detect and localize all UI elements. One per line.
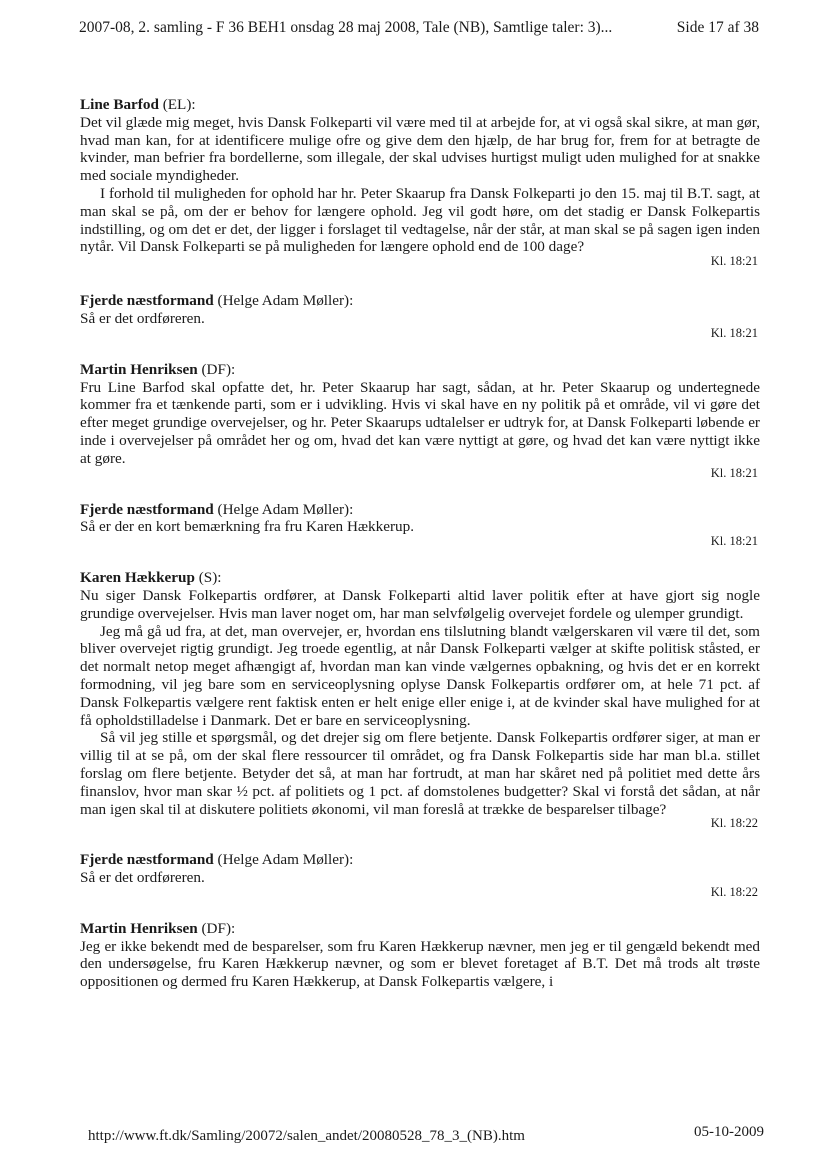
print-date: 05-10-2009 — [694, 1124, 764, 1140]
speaker-name: Martin Henriksen — [80, 919, 198, 937]
speaker-name: Karen Hækkerup — [80, 569, 195, 587]
timestamp: Kl. 18:22 — [710, 884, 758, 899]
speaker-line — [80, 361, 760, 379]
speech-paragraph: Så er der en kort bemærkning fra fru Karen Hækkerup. — [80, 518, 415, 536]
page-number: Side 17 af 38 — [676, 19, 759, 36]
timestamp: Kl. 18:22 — [710, 816, 758, 831]
speech-fjerde-naestformand — [80, 292, 760, 341]
speaker-line — [80, 851, 760, 869]
speaker-party: (DF): — [197, 360, 236, 378]
speaker-party: (Helge Adam Møller): — [213, 500, 354, 518]
speaker-line — [80, 501, 760, 519]
speech-paragraph: Nu siger Dansk Folkepartis ordfører, at Dansk Folkeparti altid laver politik efter at have gjort sig nogle grundige overvejelser. Hvis man laver noget om, har man selvfølgelig overvejet fordele og ulemper grundigt. — [80, 586, 760, 622]
speech-paragraph: Så er det ordføreren. — [80, 869, 205, 887]
document-title: 2007-08, 2. samling - F 36 BEH1 onsdag 28 maj 2008, Tale (NB), Samtlige taler: 3)... — [79, 19, 613, 36]
speech-fjerde-naestformand — [80, 501, 760, 550]
speech-paragraph: Det vil glæde mig meget, hvis Dansk Folkeparti vil være med til at arbejde for, at vi også skal sikre, at man gør, hvad man kan, for at identificere mulige ofre og give dem den hjælp, de har brug for, frem for at betragte de kvinder, man befrier fra bordellerne, som illegale, der skal udvises hurtigst muligt uden mulighed for at snakke med sociale myndigheder. — [80, 113, 760, 185]
speech-karen-haekkerup — [80, 569, 760, 831]
timestamp: Kl. 18:21 — [710, 325, 758, 340]
timestamp: Kl. 18:21 — [710, 465, 758, 480]
speech-paragraph: Så vil jeg stille et spørgsmål, og det drejer sig om flere betjente. Dansk Folkepartis ordfører siger, at man er villig til at se på, om der skal flere ressourcer til området, og fra Dansk Folkepartis side har man bl.a. stillet forslag om flere betjente. Betyder det så, at man har fortrudt, at man har skåret ned på politiet med dette års finanslov, hvor man skar ½ pct. af politiets og 1 pct. af domstolenes budgetter? Skal vi forstå det sådan, at når man igen skal til at diskutere politiets økonomi, vil man foreslå at trække de besparelser tilbage? — [80, 729, 760, 818]
page-header — [79, 18, 759, 38]
transcript — [80, 96, 760, 991]
speech-paragraph: Jeg er ikke bekendt med de besparelser, som fru Karen Hækkerup nævner, men jeg er til gengæld bekendt med den undersøgelse, fru Karen Hækkerup nævner, og som er blevet foretaget af B.T. Det må trods alt trøste oppositionen og dermed fru Karen Hækkerup, at Dansk Folkepartis vælgere, i — [80, 937, 760, 991]
speaker-name: Line Barfod — [80, 96, 159, 113]
speaker-name: Martin Henriksen — [80, 360, 198, 378]
page-footer — [88, 1126, 764, 1146]
speaker-line — [80, 920, 760, 938]
speech-martin-henriksen — [80, 920, 760, 991]
timestamp: Kl. 18:21 — [710, 254, 758, 269]
speaker-line — [80, 96, 760, 114]
speaker-party: (DF): — [197, 919, 236, 937]
speech-paragraph: I forhold til muligheden for ophold har hr. Peter Skaarup fra Dansk Folkeparti jo den 15. maj til B.T. sagt, at man skal se på, om der er behov for længere ophold. Jeg vil godt høre, om det stadig er Dansk Folkepartis indstilling, og om det er det, der ligger i forslaget til vedtagelse, når der står, at man skal se på sagen igen inden nytår. Vil Dansk Folkeparti se på muligheden for længere ophold end de 100 dage? — [80, 184, 760, 256]
speech-fjerde-naestformand — [80, 851, 760, 900]
speaker-party: (EL): — [158, 96, 196, 113]
speaker-party: (S): — [194, 569, 222, 587]
source-url[interactable]: http://www.ft.dk/Samling/20072/salen_andet/20080528_78_3_(NB).htm — [88, 1128, 525, 1144]
timestamp: Kl. 18:21 — [710, 534, 758, 549]
speaker-line — [80, 292, 760, 310]
speaker-party: (Helge Adam Møller): — [213, 851, 354, 869]
speech-martin-henriksen — [80, 361, 760, 481]
speaker-line — [80, 569, 760, 587]
speech-paragraph: Jeg må gå ud fra, at det, man overvejer, er, hvordan ens tilslutning blandt vælgerskaren vil være til det, som bliver overvejet rigtig grundigt. Jeg troede egentlig, at når Dansk Folkeparti vælger at skifte politisk ståsted, er det normalt netop meget afhængigt af, hvordan man kan vinde vælgernes opbakning, og hvis det er en korrekt formodning, vil jeg bare som en serviceoplysning oplyse Dansk Folkepartis ordfører om, at hele 71 pct. af Dansk Folkepartis vælgere rent faktisk enten er helt enige eller enige i, at de kvinder skal have mulighed for at få opholdstilladelse i Danmark. Det er bare en serviceoplysning. — [80, 622, 760, 729]
speaker-party: (Helge Adam Møller): — [213, 292, 354, 310]
speech-paragraph: Fru Line Barfod skal opfatte det, hr. Peter Skaarup har sagt, sådan, at hr. Peter Skaarup og undertegnede kommer fra et tænkende parti, som er i udvikling. Hvis vi skal have en ny politik på et område, vil vi gøre det efter meget grundige overvejelser, og hr. Peter Skaarups udtalelser er udtryk for, at Dansk Folkeparti løbende er inde i overvejelser på området her og om, hvad det kan være nyttigt at gøre, og hvad det kan være nyttigt ikke at gøre. — [80, 378, 760, 467]
speaker-name: Fjerde næstformand — [80, 292, 214, 310]
speech-line-barfod — [80, 96, 760, 269]
speaker-name: Fjerde næstformand — [80, 500, 214, 518]
speech-paragraph: Så er det ordføreren. — [80, 309, 205, 327]
speaker-name: Fjerde næstformand — [80, 851, 214, 869]
